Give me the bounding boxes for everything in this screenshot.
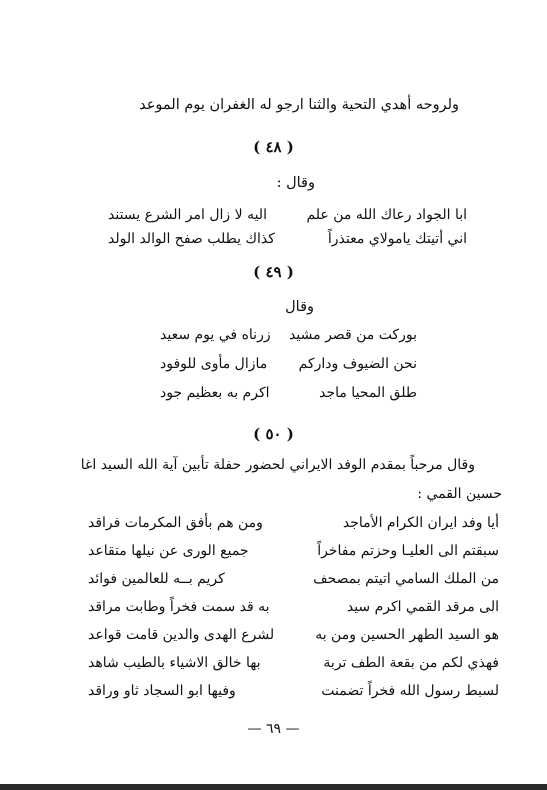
hemistich-second: جميع الورى عن نيلها متقاعد: [88, 543, 249, 559]
hemistich-second: اكرم به بعظيم جود: [160, 385, 270, 401]
hemistich-second: وفيها ابو السجاد ثاو وراقد: [88, 683, 236, 699]
hemistich-first: لسبط رسول الله فخراً تضمنت: [321, 683, 499, 699]
hemistich-first: سبقتم الى العليـا وحزتم مفاخراً: [317, 543, 499, 559]
hemistich-first: الى مرقد القمي اكرم سيد: [346, 599, 499, 615]
verse-line: ولروحه أهدي التحية والثنا ارجو له الغفران يوم الموعد: [139, 97, 459, 113]
hemistich-first: بوركت من قصر مشيد: [289, 327, 417, 343]
hemistich-second: لشرع الهدى والدين قامت قواعد: [88, 627, 275, 643]
hemistich-first: ابا الجواد رعاك الله من علم: [306, 207, 467, 223]
hemistich-second: كريم بــه للعالمين فوائد: [88, 571, 225, 587]
hemistich-second: به قد سمت فخراً وطابت مراقد: [88, 599, 270, 615]
hemistich-second: زرناه في يوم سعيد: [160, 327, 271, 343]
page-edge-shadow: [0, 784, 547, 790]
hemistich-first: نحن الضيوف وداركم: [298, 356, 417, 372]
hemistich-first: فهذي لكم من بقعة الطف تربة: [323, 655, 499, 671]
hemistich-first: هو السيد الطهر الحسين ومن به: [315, 627, 499, 643]
hemistich-first: من الملك السامي اتيتم بمصحف: [313, 571, 499, 587]
hemistich-first: اني أتيتك يامولاي معتذراً: [327, 231, 467, 247]
hemistich-second: مازال مأوى للوفود: [160, 356, 268, 372]
poem-intro: وقال مرحباً بمقدم الوفد الايراني لحضور حفلة تأبين آية الله السيد اغا: [80, 457, 475, 473]
poem-intro-continued: حسين القمي :: [417, 486, 502, 502]
poem-intro: وقال: [285, 299, 314, 315]
poem-number: ( ٤٩ ): [253, 263, 294, 281]
hemistich-second: اليه لا زال امر الشرع يستند: [108, 207, 267, 223]
hemistich-second: كذاك يطلب صفح الوالد الولد: [108, 231, 275, 247]
page-number: — ٦٩ —: [247, 721, 300, 737]
hemistich-second: بها خالق الاشياء بالطيب شاهد: [88, 655, 261, 671]
hemistich-first: أيا وفد ايران الكرام الأماجد: [342, 515, 499, 531]
poem-number: ( ٤٨ ): [253, 138, 294, 156]
poem-number: ( ٥٠ ): [253, 425, 294, 443]
hemistich-first: طلق المحيا ماجد: [319, 385, 417, 401]
hemistich-second: ومن هم بأفق المكرمات فراقد: [88, 515, 263, 531]
poem-intro: وقال :: [276, 175, 315, 191]
